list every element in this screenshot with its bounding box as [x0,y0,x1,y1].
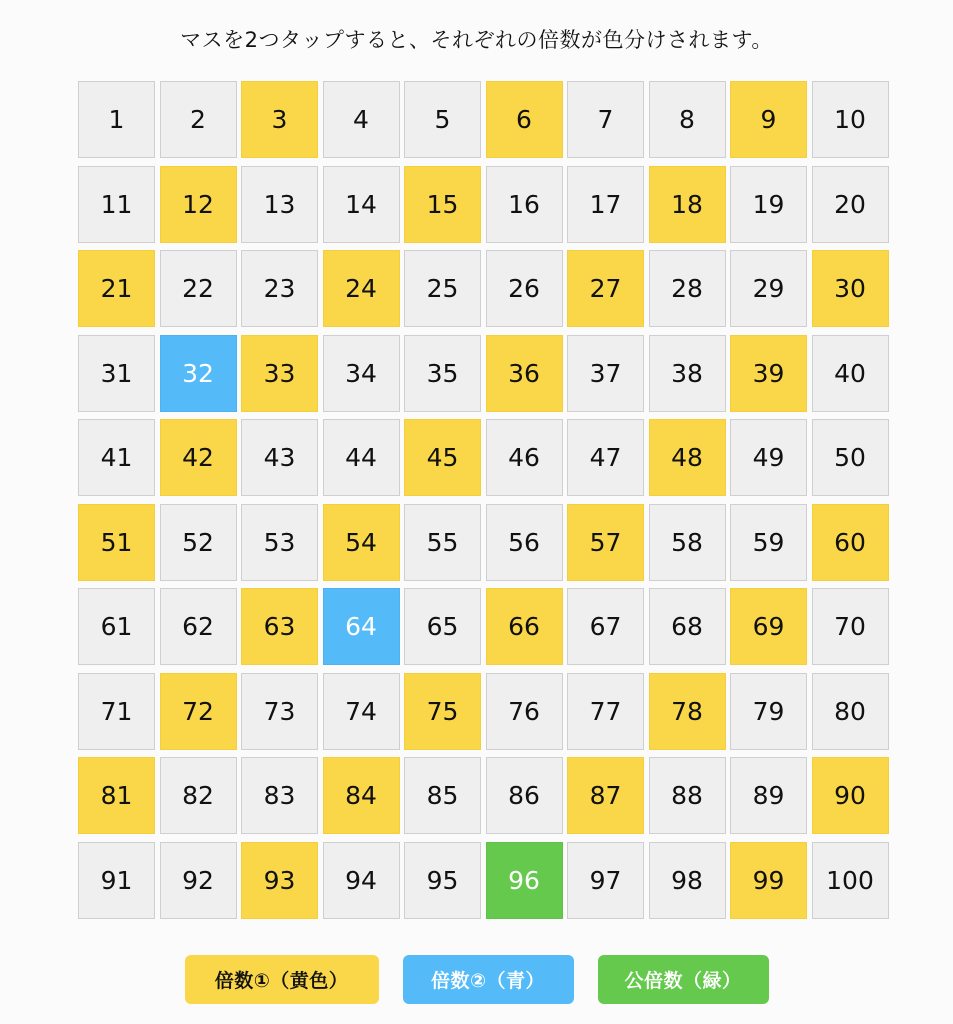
number-cell-71[interactable]: 71 [78,673,155,750]
number-cell-31[interactable]: 31 [78,335,155,412]
number-grid [78,81,888,919]
number-cell-14[interactable]: 14 [323,166,400,243]
number-cell-3[interactable]: 3 [241,81,318,158]
number-cell-85[interactable]: 85 [404,757,481,834]
number-cell-55[interactable]: 55 [404,504,481,581]
number-cell-78[interactable]: 78 [649,673,726,750]
number-cell-6[interactable]: 6 [486,81,563,158]
number-cell-27[interactable]: 27 [567,250,644,327]
number-cell-42[interactable]: 42 [160,419,237,496]
number-cell-35[interactable]: 35 [404,335,481,412]
number-cell-33[interactable]: 33 [241,335,318,412]
number-cell-48[interactable]: 48 [649,419,726,496]
number-cell-44[interactable]: 44 [323,419,400,496]
number-cell-20[interactable]: 20 [812,166,889,243]
legend-common-multiple: 公倍数（緑） [598,955,769,1004]
color-legend [0,955,953,1004]
number-cell-41[interactable]: 41 [78,419,155,496]
number-cell-19[interactable]: 19 [730,166,807,243]
number-cell-91[interactable]: 91 [78,842,155,919]
number-cell-96[interactable]: 96 [486,842,563,919]
number-cell-80[interactable]: 80 [812,673,889,750]
number-cell-92[interactable]: 92 [160,842,237,919]
number-cell-66[interactable]: 66 [486,588,563,665]
number-cell-62[interactable]: 62 [160,588,237,665]
number-cell-86[interactable]: 86 [486,757,563,834]
number-cell-74[interactable]: 74 [323,673,400,750]
number-cell-61[interactable]: 61 [78,588,155,665]
number-cell-11[interactable]: 11 [78,166,155,243]
number-cell-9[interactable]: 9 [730,81,807,158]
number-cell-70[interactable]: 70 [812,588,889,665]
number-cell-4[interactable]: 4 [323,81,400,158]
number-cell-68[interactable]: 68 [649,588,726,665]
number-cell-88[interactable]: 88 [649,757,726,834]
number-cell-57[interactable]: 57 [567,504,644,581]
number-cell-47[interactable]: 47 [567,419,644,496]
number-cell-83[interactable]: 83 [241,757,318,834]
number-cell-51[interactable]: 51 [78,504,155,581]
number-cell-23[interactable]: 23 [241,250,318,327]
number-cell-8[interactable]: 8 [649,81,726,158]
number-cell-43[interactable]: 43 [241,419,318,496]
number-cell-7[interactable]: 7 [567,81,644,158]
number-cell-21[interactable]: 21 [78,250,155,327]
number-cell-37[interactable]: 37 [567,335,644,412]
number-cell-16[interactable]: 16 [486,166,563,243]
number-cell-64[interactable]: 64 [323,588,400,665]
number-cell-15[interactable]: 15 [404,166,481,243]
number-cell-87[interactable]: 87 [567,757,644,834]
number-cell-13[interactable]: 13 [241,166,318,243]
number-cell-54[interactable]: 54 [323,504,400,581]
number-cell-1[interactable]: 1 [78,81,155,158]
number-cell-75[interactable]: 75 [404,673,481,750]
number-cell-40[interactable]: 40 [812,335,889,412]
number-cell-52[interactable]: 52 [160,504,237,581]
number-cell-18[interactable]: 18 [649,166,726,243]
number-cell-94[interactable]: 94 [323,842,400,919]
number-cell-82[interactable]: 82 [160,757,237,834]
instruction-text: マスを2つタップすると、それぞれの倍数が色分けされます。 [180,28,773,52]
number-cell-65[interactable]: 65 [404,588,481,665]
number-cell-53[interactable]: 53 [241,504,318,581]
number-cell-25[interactable]: 25 [404,250,481,327]
number-cell-46[interactable]: 46 [486,419,563,496]
number-cell-59[interactable]: 59 [730,504,807,581]
number-cell-10[interactable]: 10 [812,81,889,158]
number-cell-97[interactable]: 97 [567,842,644,919]
legend-multiple-1: 倍数①（黄色） [185,955,379,1004]
number-cell-49[interactable]: 49 [730,419,807,496]
number-cell-58[interactable]: 58 [649,504,726,581]
number-cell-79[interactable]: 79 [730,673,807,750]
number-cell-63[interactable]: 63 [241,588,318,665]
number-cell-36[interactable]: 36 [486,335,563,412]
number-cell-38[interactable]: 38 [649,335,726,412]
number-cell-29[interactable]: 29 [730,250,807,327]
number-cell-95[interactable]: 95 [404,842,481,919]
number-cell-22[interactable]: 22 [160,250,237,327]
legend-multiple-2: 倍数②（青） [403,955,574,1004]
number-cell-72[interactable]: 72 [160,673,237,750]
number-cell-26[interactable]: 26 [486,250,563,327]
number-cell-60[interactable]: 60 [812,504,889,581]
number-cell-84[interactable]: 84 [323,757,400,834]
number-cell-93[interactable]: 93 [241,842,318,919]
number-cell-89[interactable]: 89 [730,757,807,834]
number-cell-34[interactable]: 34 [323,335,400,412]
number-cell-76[interactable]: 76 [486,673,563,750]
number-cell-90[interactable]: 90 [812,757,889,834]
number-cell-30[interactable]: 30 [812,250,889,327]
number-cell-56[interactable]: 56 [486,504,563,581]
number-cell-99[interactable]: 99 [730,842,807,919]
number-cell-45[interactable]: 45 [404,419,481,496]
number-cell-39[interactable]: 39 [730,335,807,412]
number-cell-5[interactable]: 5 [404,81,481,158]
number-cell-77[interactable]: 77 [567,673,644,750]
number-cell-17[interactable]: 17 [567,166,644,243]
number-cell-98[interactable]: 98 [649,842,726,919]
number-cell-12[interactable]: 12 [160,166,237,243]
number-cell-73[interactable]: 73 [241,673,318,750]
number-cell-50[interactable]: 50 [812,419,889,496]
number-cell-32[interactable]: 32 [160,335,237,412]
number-cell-2[interactable]: 2 [160,81,237,158]
number-cell-81[interactable]: 81 [78,757,155,834]
number-cell-28[interactable]: 28 [649,250,726,327]
number-cell-69[interactable]: 69 [730,588,807,665]
number-cell-67[interactable]: 67 [567,588,644,665]
number-cell-24[interactable]: 24 [323,250,400,327]
number-cell-100[interactable]: 100 [812,842,889,919]
